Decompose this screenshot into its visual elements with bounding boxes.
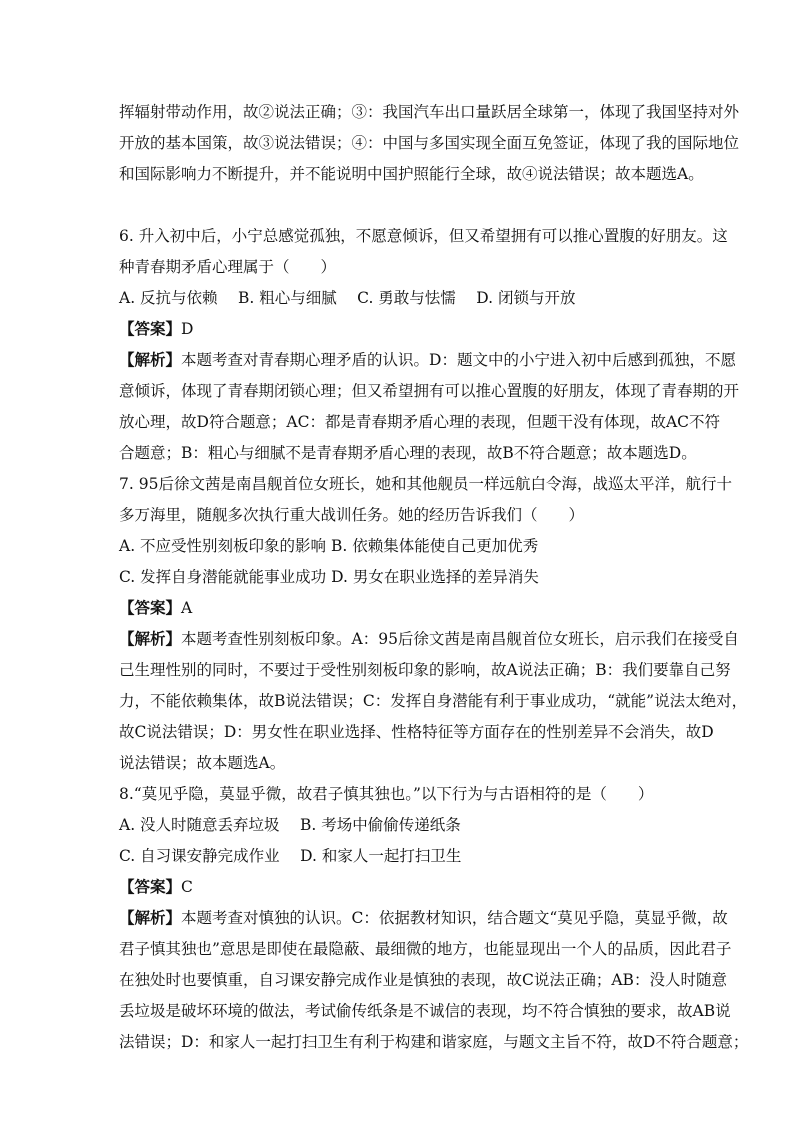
question-8-stem: 8.“莫见乎隐，莫显乎微，故君子慎其独也。”以下行为与古语相符的是（ ） (119, 785, 654, 803)
question-6-stem: 种青春期矛盾心理属于（ ） (119, 258, 337, 276)
question-7-options: C. 发挥自身潜能就能事业成功 D. 男女在职业选择的差异消失 (119, 568, 539, 586)
analysis-8: 在独处时也要慎重，自习课安静完成作业是慎独的表现，故C说法正确；AB：没人时随意 (119, 971, 727, 989)
analysis-6: 【解析】本题考查对青春期心理矛盾的认识。D：题文中的小宁进入初中后感到孤独，不愿 (119, 350, 736, 369)
question-7-stem: 7. 95后徐文茜是南昌舰首位女班长，她和其他舰员一样远航白令海，战巡太平洋，航行十 (119, 475, 732, 493)
analysis-8: 丢垃圾是破坏环境的做法，考试偷传纸条是不诚信的表现，均不符合慎独的要求，故AB说 (119, 1002, 731, 1020)
text-line: 开放的基本国策，故③说法错误；④：中国与多国实现全面互免签证，体现了我的国际地位 (119, 134, 740, 152)
spacer (119, 252, 679, 282)
question-7-stem: 多万海里，随舰多次执行重大战训任务。她的经历告诉我们（ ） (119, 506, 585, 524)
text-line: 挥辐射带动作用，故②说法正确；③：我国汽车出口量跃居全球第一，体现了我国坚持对外 (119, 103, 740, 121)
analysis-8: 【解析】本题考查对慎独的认识。C：依据教材知识，结合题文“莫见乎隐，莫显乎微，故 (119, 908, 728, 927)
text-line: 和国际影响力不断提升，并不能说明中国护照能行全球，故④说法错误；故本题选A。 (119, 165, 704, 183)
analysis-7: 说法错误；故本题选A。 (119, 754, 286, 772)
question-7-options: A. 不应受性别刻板印象的影响 B. 依赖集体能使自己更加优秀 (119, 537, 539, 555)
analysis-7: 故C说法错误；D：男女性在职业选择、性格特征等方面存在的性别差异不会消失，故D (119, 723, 714, 741)
analysis-6: 意倾诉，体现了青春期闭锁心理；但又希望拥有可以推心置腹的好朋友，体现了青春期的开 (119, 382, 740, 400)
answer-7: 【答案】A (119, 598, 193, 617)
analysis-7: 【解析】本题考查性别刻板印象。A：95后徐文茜是南昌舰首位女班长，启示我们在接受自 (119, 629, 739, 648)
question-6-options: A. 反抗与依赖 B. 粗心与细腻 C. 勇敢与怯懦 D. 闭锁与开放 (119, 289, 576, 307)
analysis-8: 君子慎其独也”意思是即使在最隐蔽、最细微的地方，也能显现出一个人的品质，因此君子 (119, 940, 732, 958)
answer-6: 【答案】D (119, 319, 194, 338)
question-8-options: A. 没人时随意丢弃垃圾 B. 考场中偷偷传递纸条 (119, 816, 461, 834)
analysis-7: 力，不能依赖集体，故B说法错误；C：发挥自身潜能有利于事业成功，“就能”说法太绝对， (119, 692, 748, 710)
question-8-options: C. 自习课安静完成作业 D. 和家人一起打扫卫生 (119, 847, 462, 865)
question-6-stem: 6. 升入初中后，小宁总感觉孤独，不愿意倾诉，但又希望拥有可以推心置腹的好朋友。这 (119, 227, 728, 245)
answer-8: 【答案】C (119, 877, 193, 896)
analysis-6: 放心理，故D符合题意；AC：都是青春期矛盾心理的表现，但题干没有体现，故AC不符 (119, 413, 721, 431)
analysis-8: 法错误；D：和家人一起打扫卫生有利于构建和谐家庭，与题文主旨不符，故D不符合题意； (119, 1033, 749, 1051)
analysis-6: 合题意；B：粗心与细腻不是青春期矛盾心理的表现，故B不符合题意；故本题选D。 (119, 444, 697, 462)
analysis-7: 己生理性别的同时，不要过于受性别刻板印象的影响，故A说法正确；B：我们要靠自己努 (119, 661, 731, 679)
